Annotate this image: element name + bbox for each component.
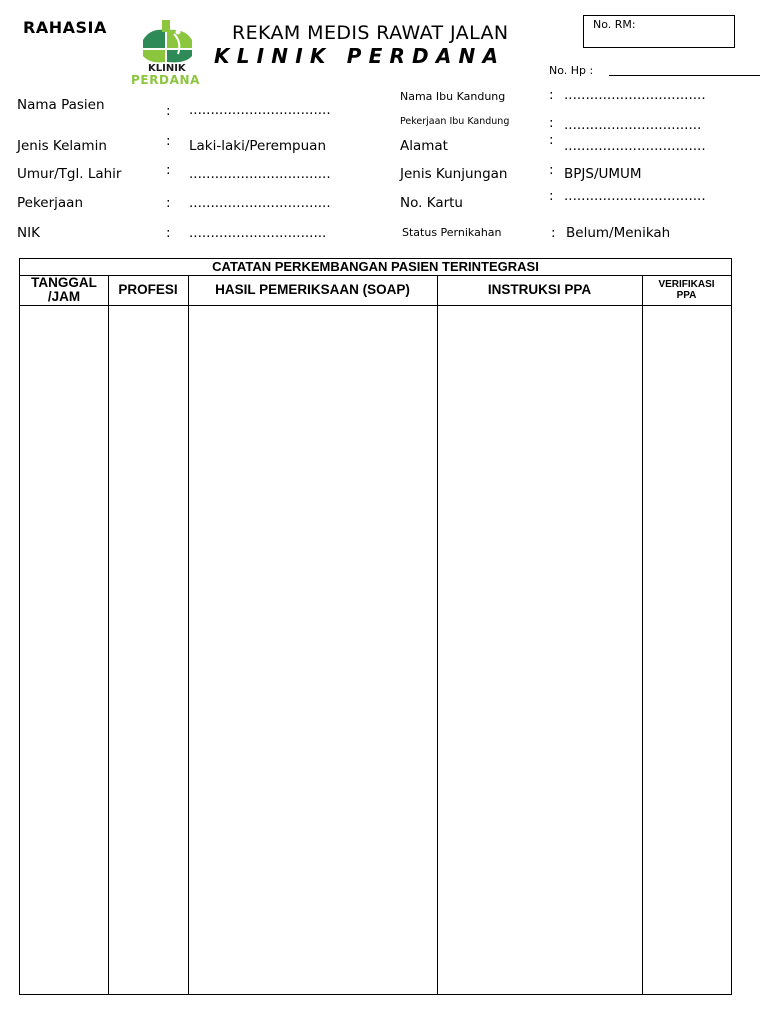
- field-colon: :: [549, 87, 554, 103]
- field-value-jenis-kelamin[interactable]: Laki-laki/Perempuan: [189, 138, 327, 154]
- field-label-jenis-kunjungan: Jenis Kunjungan: [400, 166, 508, 182]
- phone-field-line[interactable]: [609, 75, 760, 76]
- table-cell-tanggal[interactable]: [20, 306, 108, 994]
- field-colon: :: [166, 103, 171, 119]
- column-header-line: TANGGAL: [31, 275, 97, 290]
- phone-label: No. Hp :: [549, 64, 594, 77]
- column-header-line: PROFESI: [118, 282, 178, 297]
- table-cell-profesi[interactable]: [109, 306, 188, 994]
- field-label-pekerjaan: Pekerjaan: [17, 195, 84, 211]
- field-value-no-kartu[interactable]: .................................: [564, 188, 706, 204]
- table-cell-verifikasi[interactable]: [643, 306, 731, 994]
- field-colon: :: [166, 133, 171, 149]
- rm-number-label: No. RM:: [593, 18, 636, 31]
- table-title: CATATAN PERKEMBANGAN PASIEN TERINTEGRASI: [20, 259, 731, 276]
- page-title: REKAM MEDIS RAWAT JALAN: [232, 22, 509, 44]
- confidential-label: RAHASIA: [23, 18, 107, 37]
- field-value-nama-pasien[interactable]: .................................: [189, 102, 331, 118]
- logo-text-klinik: KLINIK: [148, 63, 186, 74]
- field-colon: :: [549, 188, 554, 204]
- field-label-umur: Umur/Tgl. Lahir: [17, 166, 122, 182]
- field-colon: :: [549, 162, 554, 178]
- column-header-line: PPA: [676, 290, 697, 301]
- table-cell-soap[interactable]: [189, 306, 437, 994]
- column-header-profesi: [108, 275, 188, 306]
- field-label-alamat: Alamat: [400, 138, 448, 154]
- table-cell-instruksi[interactable]: [438, 306, 642, 994]
- column-header-instruksi: [437, 275, 642, 306]
- field-value-umur[interactable]: .................................: [189, 166, 331, 182]
- field-colon: :: [166, 195, 171, 211]
- field-label-status-pernikahan: Status Pernikahan: [402, 226, 502, 239]
- column-header-line: /JAM: [47, 289, 81, 304]
- field-value-nama-ibu[interactable]: .................................: [564, 87, 706, 103]
- column-header-soap: [188, 275, 437, 306]
- logo-text-perdana: PERDANA: [131, 73, 201, 87]
- clinic-name: KLINIK PERDANA: [214, 44, 506, 68]
- field-label-jenis-kelamin: Jenis Kelamin: [17, 138, 107, 154]
- field-label-nama-pasien: Nama Pasien: [17, 97, 105, 113]
- field-colon: :: [549, 132, 554, 148]
- field-value-nik[interactable]: ................................: [189, 225, 327, 241]
- field-value-pekerjaan[interactable]: .................................: [189, 195, 331, 211]
- field-value-jenis-kunjungan[interactable]: BPJS/UMUM: [564, 166, 642, 182]
- progress-notes-table: [19, 258, 732, 995]
- column-header-line: HASIL PEMERIKSAAN (SOAP): [215, 282, 410, 297]
- field-colon: :: [166, 162, 171, 178]
- column-header-verifikasi: [642, 275, 731, 306]
- field-value-pekerjaan-ibu[interactable]: ................................: [564, 117, 702, 133]
- field-colon: :: [166, 225, 171, 241]
- field-label-pekerjaan-ibu: Pekerjaan Ibu Kandung: [400, 116, 510, 127]
- column-header-line: INSTRUKSI PPA: [487, 282, 592, 297]
- column-header-line: VERIFIKASI: [658, 279, 715, 290]
- field-value-status-pernikahan[interactable]: Belum/Menikah: [566, 225, 671, 241]
- column-header-tanggal: [20, 275, 108, 306]
- field-colon: :: [551, 225, 556, 241]
- field-value-alamat[interactable]: .................................: [564, 138, 706, 154]
- field-label-no-kartu: No. Kartu: [400, 195, 463, 211]
- field-label-nama-ibu: Nama Ibu Kandung: [400, 90, 506, 103]
- field-colon: :: [549, 115, 554, 131]
- field-label-nik: NIK: [17, 225, 40, 241]
